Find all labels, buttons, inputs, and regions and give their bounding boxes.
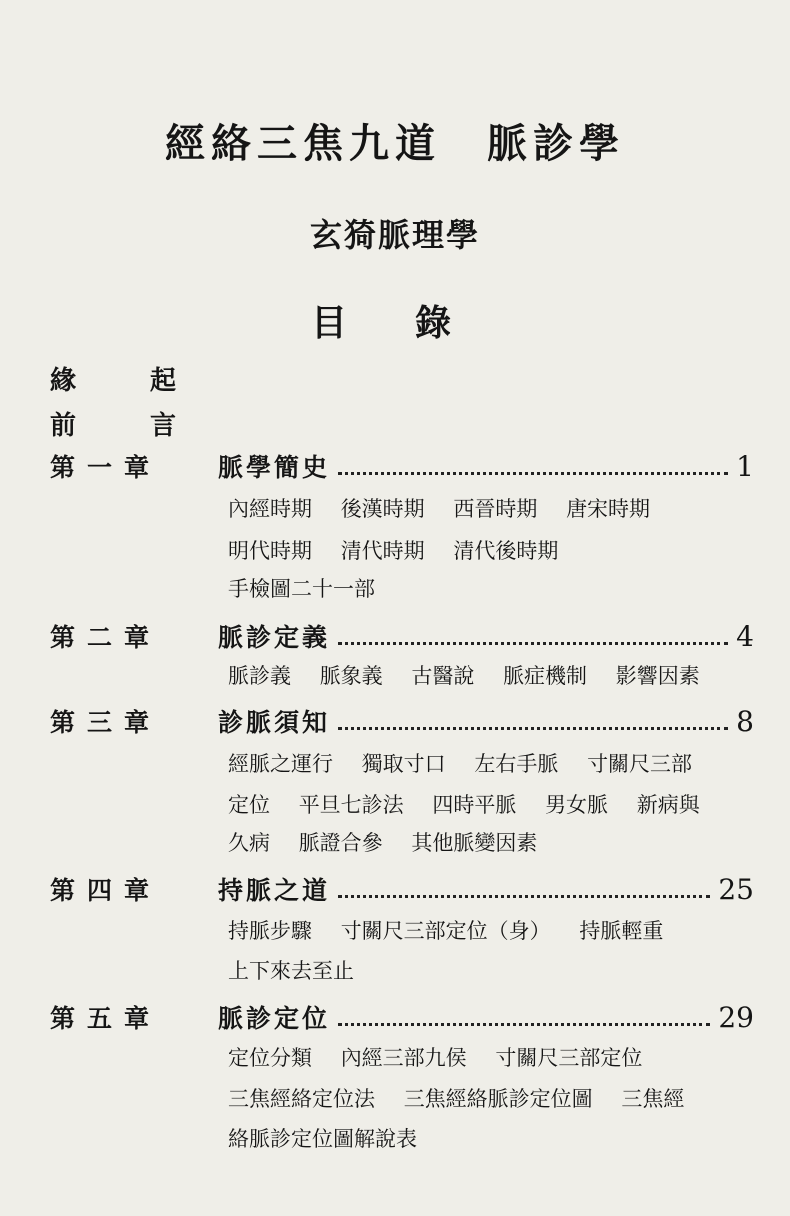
chapter-label: 第五章 bbox=[50, 1004, 162, 1033]
subsection-item: 持脈輕重 bbox=[579, 919, 664, 943]
page-number: 1 bbox=[736, 449, 754, 483]
toc-entry-chapter-2[interactable] bbox=[50, 618, 754, 654]
dot-leader bbox=[338, 458, 728, 475]
subsection-line bbox=[228, 794, 768, 817]
front-matter-preface[interactable]: 緣起 bbox=[50, 366, 251, 396]
subsection-item: 寸關尺三部定位（身） bbox=[340, 919, 551, 943]
subsection-item: 其他脈變因素 bbox=[411, 831, 538, 855]
subsection-item: 平旦七診法 bbox=[298, 793, 404, 817]
subsection-line bbox=[228, 1128, 768, 1151]
subsection-line bbox=[228, 1047, 768, 1070]
subsection-item: 脈診義 bbox=[228, 664, 291, 688]
book-subtitle: 玄猗脈理學 bbox=[309, 216, 480, 254]
toc-entry-chapter-3[interactable] bbox=[50, 703, 754, 739]
subsection-item: 四時平脈 bbox=[432, 793, 517, 817]
chapter-label: 第三章 bbox=[50, 708, 162, 737]
chapter-label: 第四章 bbox=[50, 876, 162, 905]
subsection-line bbox=[228, 920, 768, 943]
subsection-item: 明代時期 bbox=[228, 539, 312, 563]
chapter-title: 持脈之道 bbox=[218, 876, 331, 905]
chapter-title: 脈診定位 bbox=[218, 1004, 331, 1033]
subsection-item: 清代時期 bbox=[340, 539, 425, 563]
subsection-item: 內經三部九侯 bbox=[340, 1046, 467, 1070]
chapter-label: 第二章 bbox=[50, 623, 162, 652]
page-number: 29 bbox=[718, 1000, 754, 1034]
page-number: 4 bbox=[736, 619, 754, 653]
subsection-line bbox=[228, 753, 768, 776]
subsection-item: 三焦經絡定位法 bbox=[228, 1087, 375, 1111]
subsection-item: 西晉時期 bbox=[453, 497, 538, 521]
subsection-item: 定位 bbox=[228, 793, 270, 817]
book-title: 經絡三焦九道 脈診學 bbox=[165, 121, 625, 167]
subsection-line bbox=[228, 498, 768, 521]
subsection-item: 脈症機制 bbox=[503, 664, 588, 688]
dot-leader bbox=[338, 881, 710, 898]
subsection-item: 經脈之運行 bbox=[228, 752, 333, 776]
chapter-title: 診脈須知 bbox=[218, 708, 331, 737]
subsection-item: 寸關尺三部 bbox=[587, 752, 693, 776]
subsection-line bbox=[228, 960, 768, 983]
subsection-line bbox=[228, 540, 768, 563]
subsection-item: 內經時期 bbox=[228, 497, 312, 521]
subsection-item: 絡脈診定位圖解說表 bbox=[228, 1127, 417, 1151]
subsection-item: 男女脈 bbox=[545, 793, 609, 817]
chapter-label: 第一章 bbox=[50, 453, 162, 482]
subsection-line bbox=[228, 578, 768, 601]
subsection-item: 獨取寸口 bbox=[361, 752, 446, 776]
subsection-item: 清代後時期 bbox=[453, 539, 559, 563]
subsection-item: 三焦經絡脈診定位圖 bbox=[403, 1087, 593, 1111]
dot-leader bbox=[338, 713, 728, 730]
subsection-item: 左右手脈 bbox=[474, 752, 559, 776]
subsection-line bbox=[228, 1088, 768, 1111]
toc-entry-chapter-5[interactable] bbox=[50, 999, 754, 1035]
subsection-item: 持脈步驟 bbox=[228, 919, 312, 943]
chapter-title: 脈學簡史 bbox=[218, 453, 331, 482]
subsection-item: 影響因素 bbox=[615, 664, 700, 688]
dot-leader bbox=[338, 1009, 710, 1026]
subsection-item: 上下來去至止 bbox=[228, 959, 354, 983]
subsection-item: 寸關尺三部定位 bbox=[495, 1046, 643, 1070]
subsection-item: 後漢時期 bbox=[340, 497, 425, 521]
toc-heading: 目錄 bbox=[310, 303, 519, 344]
subsection-item: 三焦經 bbox=[621, 1087, 685, 1111]
subsection-item: 久病 bbox=[228, 831, 270, 855]
subsection-item: 脈證合參 bbox=[298, 831, 383, 855]
front-matter-foreword[interactable]: 前言 bbox=[50, 411, 251, 441]
subsection-item: 脈象義 bbox=[319, 664, 383, 688]
subsection-item: 古醫說 bbox=[411, 664, 475, 688]
page-number: 25 bbox=[718, 872, 754, 906]
toc-entry-chapter-1[interactable] bbox=[50, 448, 754, 484]
page-number: 8 bbox=[736, 704, 754, 738]
subsection-line bbox=[228, 665, 768, 688]
subsection-item: 手檢圖二十一部 bbox=[228, 577, 375, 601]
toc-entry-chapter-4[interactable] bbox=[50, 871, 754, 907]
subsection-item: 新病與 bbox=[636, 793, 700, 817]
chapter-title: 脈診定義 bbox=[218, 623, 331, 652]
subsection-line bbox=[228, 832, 768, 855]
subsection-item: 定位分類 bbox=[228, 1046, 312, 1070]
dot-leader bbox=[338, 628, 728, 645]
subsection-item: 唐宋時期 bbox=[566, 497, 651, 521]
